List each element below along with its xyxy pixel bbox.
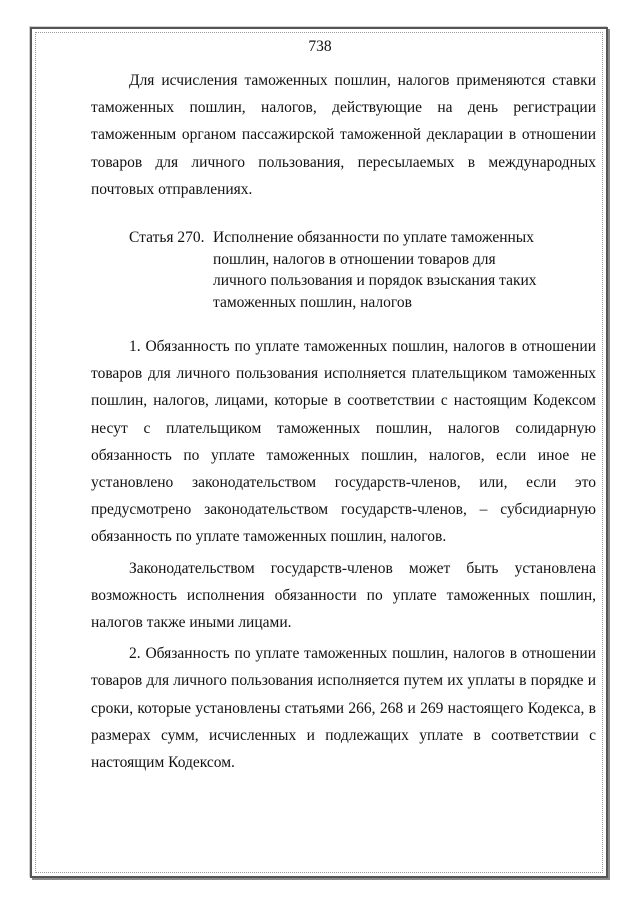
document-body (91, 67, 596, 776)
paragraph-clause-1: 1. Обязанность по уплате таможенных пошлин, налогов в отношении товаров для личного пользования исполняется плательщиком таможенных пошлин, налогов, лицами, которые в соответствии с настоящим Кодексом несут с плательщиком таможенных пошлин, налогов солидарную обязанность по уплате таможенных пошлин, налогов, если иное не установлено законодательством государств-членов, или, если это предусмотрено законодательством государств-членов, – субсидиарную обязанность по уплате таможенных пошлин, налогов. (91, 338, 596, 546)
article-title: Исполнение обязанности по уплате таможенных пошлин, налогов в отношении товаров для личного пользования и порядок взыскания таких таможенных пошлин, налогов (213, 229, 537, 311)
paragraph-clause-1-continued: Законодательством государств-членов может быть установлена возможность исполнения обязанности по уплате таможенных пошлин, налогов также иными лицами. (91, 559, 596, 632)
paragraph-clause-2: 2. Обязанность по уплате таможенных пошлин, налогов в отношении товаров для личного пользования исполняется путем их уплаты в порядке и сроки, которые установлены статьями 266, 268 и 269 настоящего Кодекса, в размерах сумм, исчисленных и подлежащих уплате в соответствии с настоящим Кодексом. (91, 645, 596, 772)
page-number: 738 (308, 38, 332, 55)
article-heading (91, 227, 553, 313)
article-number: Статья 270. (129, 229, 205, 247)
paragraph-calculation-rates: Для исчисления таможенных пошлин, налогов применяются ставки таможенных пошлин, налогов, действующие на день регистрации таможенным органом пассажирской таможенной декларации в отношении товаров для личного пользования, пересылаемых в международных почтовых отправлениях. (91, 72, 596, 198)
